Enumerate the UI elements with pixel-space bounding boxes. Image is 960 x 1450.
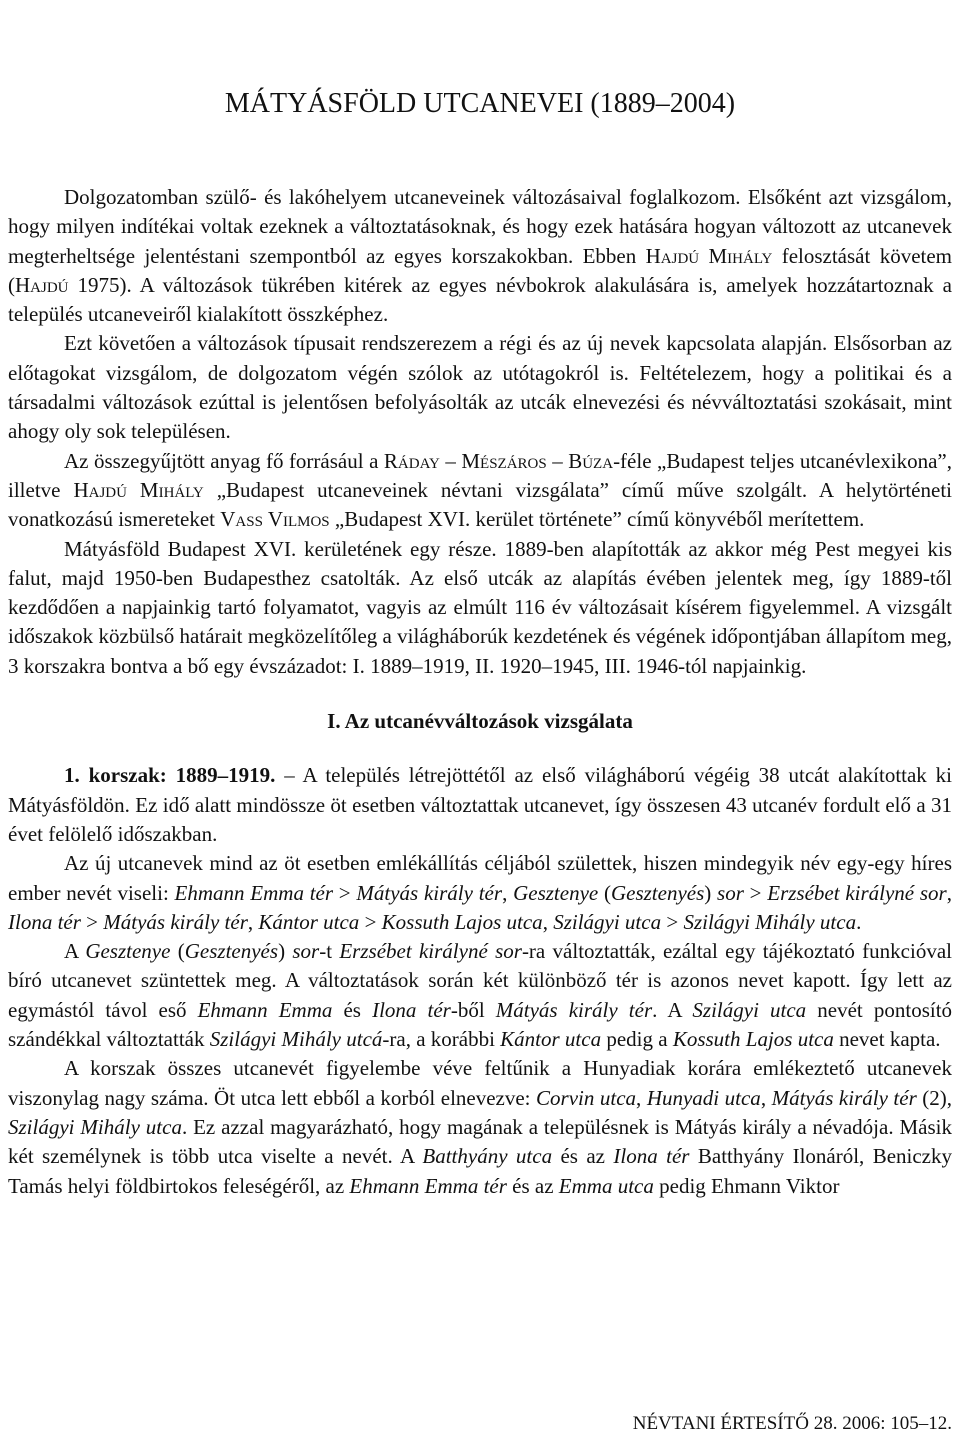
paragraph: Dolgozatomban szülő- és lakóhelyem utcaneveinek változásaival foglalkozom. Elsőként azt vizsgálom, hogy milyen indítékai voltak ezeknek a változtatásoknak, és hogy ezek hatására hogyan változott az utcanevek megterheltsége jelentéstani szempontból az egyes korszakokban. Ebben Hajdú Mihály felosztását követem (Hajdú 1975). A változások tükrében kitérek az egyes névbokrok alakulására is, amelyek hozzátartoznak a település utcaneveiről kialakított összképhez. xyxy=(8,185,953,327)
paragraph: Az összegyűjtött anyag fő forrásául a Ráday – Mészáros – Búza-féle „Budapest teljes utcanévlexikona”, illetve Hajdú Mihály „Budapest utcaneveinek névtani vizsgálata” című műve szolgált. A helytörténeti vonatkozású ismereteket Vass Vilmos „Budapest XVI. kerület története” című könyvéből merítettem. xyxy=(8,448,952,532)
page-title: MÁTYÁSFÖLD UTCANEVEI (1889–2004) xyxy=(224,88,736,119)
paragraph: Mátyásföld Budapest XVI. kerületének egy része. 1889-ben alapították az akkor még Pest megyei kis falut, majd 1950-ben Budapesthez csatolták. Az első utcák az alapítás évében jelentek meg, így 1889-től kezdődően a napjainkig tartó folyamatot, vagyis az elmúlt 116 év változásait kísérem figyelemmel. A vizsgált időszakok közbülső határait megközelítőleg a világháborúk kezdetének és végének időpontjában állapítom meg, 3 korszakra bontva a bő egy évszázadot: I. 1889–1919, II. 1920–1945, III. 1946-tól napjainkig. xyxy=(8,536,952,678)
paragraph: A Gesztenye (Gesztenyés) sor-t Erzsébet királyné sor-ra változtatták, ezáltal egy tájékoztató funkcióval bíró utcanevet szüntettek meg. A változtatások során két különböző tér is azonos nevet kapott. Így lett az egymástól távol eső Ehmann Emma és Ilona tér-ből Mátyás király tér. A Szilágyi utca nevét pontosító szándékkal változtatták Szilágyi Mihály utcá-ra, a korábbi Kántor utca pedig a Kossuth Lajos utca nevet kapta. xyxy=(8,939,953,1052)
paragraph: A korszak összes utcanevét figyelembe véve feltűnik a Hunyadiak korára emlékeztető utcanevek viszonylag nagy száma. Öt utca lett ebből a korból elnevezve: Corvin utca, Hunyadi utca, Mátyás király tér (2), Szilágyi Mihály utca. Ez azzal magyarázható, hogy magának a településnek is Mátyás király a névadója. Másik két személynek is több utca viselte a nevét. A Batthyány utca és az Ilona tér Batthyány Ilonáról, Beniczky Tamás helyi földbirtokos feleségéről, az Ehmann Emma tér és az Emma utca pedig Ehmann Viktor xyxy=(8,1056,953,1198)
journal-footer: NÉVTANI ÉRTESÍTŐ 28. 2006: 105–12. xyxy=(632,1413,952,1434)
paragraph: Ezt követően a változások típusait rendszerezem a régi és az új nevek kapcsolata alapján. Elsősorban az előtagokat vizsgálom, de dolgozatom végén szólok az utótagokról is. Feltételezem, hogy a politikai és a társadalmi változások ezúttal is jelentősen befolyásolták az utcák elnevezési és névváltoztatási szokásait, mint ahogy oly sok településen. xyxy=(8,331,952,444)
document-body xyxy=(8,183,952,1201)
paragraph: Az új utcanevek mind az öt esetben emlékállítás céljából születtek, hiszen mindegyik név egy-egy híres ember nevét viseli: Ehmann Emma tér > Mátyás király tér, Gesztenye (Gesztenyés) sor > Erzsébet királyné sor, Ilona tér > Mátyás király tér, Kántor utca > Kossuth Lajos utca, Szilágyi utca > Szilágyi Mihály utca. xyxy=(8,851,952,934)
section-heading: I. Az utcanévváltozások vizsgálata xyxy=(327,709,633,734)
document-page xyxy=(8,0,952,1450)
paragraph: 1. korszak: 1889–1919. – A település létrejöttétől az első világháború végéig 38 utcát alakítottak ki Mátyásföldön. Ez idő alatt mindössze öt esetben változtattak utcanevet, így összesen 43 utcanév fordult elő a 31 évet felölelő időszakban. xyxy=(8,763,953,846)
